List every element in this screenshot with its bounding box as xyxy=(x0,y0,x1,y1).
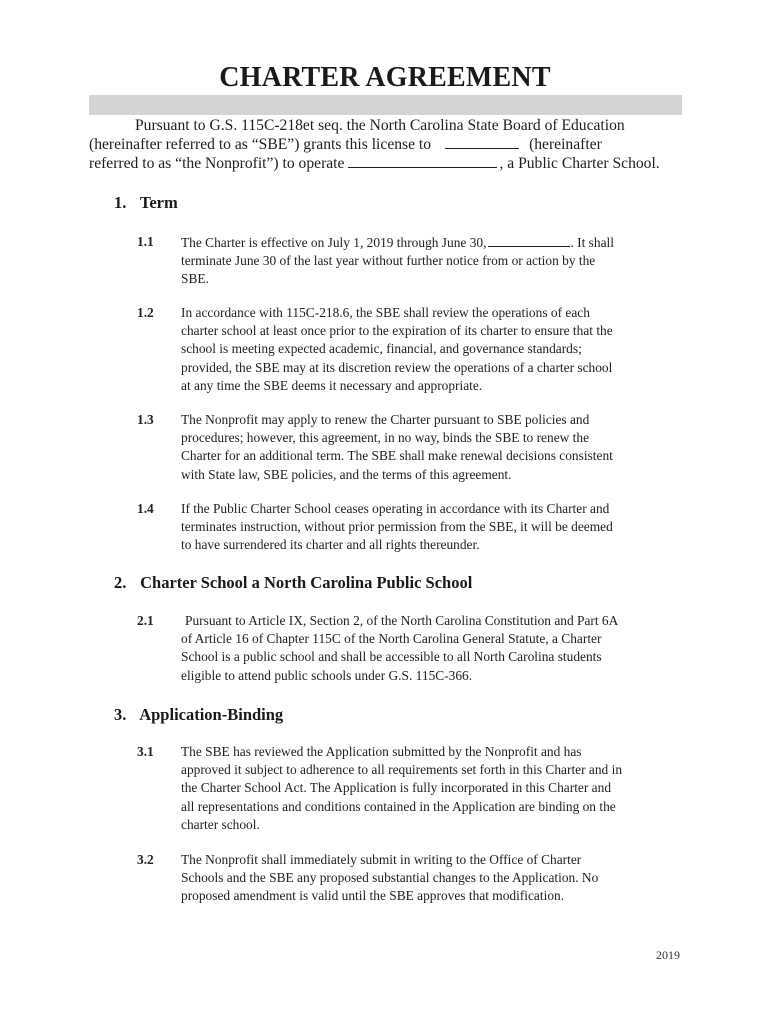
clause-line: The Nonprofit shall immediately submit in writing to the Office of Charter xyxy=(181,852,582,867)
clause-line-tail: . It shall xyxy=(570,235,614,250)
clause-line: Pursuant to Article IX, Section 2, of the North Carolina Constitution and Part 6A xyxy=(185,613,619,628)
clause-number: 1.4 xyxy=(137,501,154,516)
section-number: 1. xyxy=(114,193,127,212)
clause-line: at any time the SBE deems it necessary and appropriate. xyxy=(181,377,483,393)
section-number: 3. xyxy=(114,705,127,724)
intro-line-3-text: referred to as “the Nonprofit”) to operate xyxy=(89,155,345,172)
section-heading-1 xyxy=(114,193,178,213)
clause-number: 1.2 xyxy=(137,305,154,320)
clause-3-1 xyxy=(137,743,697,834)
clause-line: with State law, SBE policies, and the terms of this agreement. xyxy=(181,466,512,482)
clause-line: all representations and conditions contained in the Application are binding on the xyxy=(181,798,616,814)
clause-line: The SBE has reviewed the Application submitted by the Nonprofit and has xyxy=(181,744,582,759)
clause-line: to have surrendered its charter and all rights thereunder. xyxy=(181,537,480,553)
page-title: CHARTER AGREEMENT xyxy=(219,62,551,93)
clause-1-1 xyxy=(137,233,697,289)
clause-line: charter school at least once prior to the expiration of its charter to ensure that the xyxy=(181,323,613,339)
clause-line: School is a public school and shall be accessible to all North Carolina students xyxy=(181,649,602,665)
clause-line: In accordance with 115C-218.6, the SBE shall review the operations of each xyxy=(181,305,590,320)
clause-line: approved it subject to adherence to all requirements set forth in this Charter and in xyxy=(181,762,623,778)
intro-line-3-tail: , a Public Charter School. xyxy=(499,155,660,172)
section-title: Charter School a North Carolina Public School xyxy=(140,573,473,592)
intro-line-2 xyxy=(89,135,689,154)
clause-line: Charter for an additional term. The SBE shall make renewal decisions consistent xyxy=(181,448,613,464)
title-divider-bar xyxy=(89,95,682,115)
clause-line: terminates instruction, without prior permission from the SBE, it will be deemed xyxy=(181,519,613,535)
intro-paragraph xyxy=(89,116,689,173)
school-name-blank xyxy=(348,154,497,168)
clause-line: school is meeting expected academic, financial, and governance standards; xyxy=(181,341,582,357)
clause-1-2 xyxy=(137,304,697,395)
section-heading-2 xyxy=(114,573,472,593)
intro-line-3 xyxy=(89,154,689,173)
section-title: Application-Binding xyxy=(139,705,284,724)
footer-year: 2019 xyxy=(656,948,680,962)
clause-line: charter school. xyxy=(181,816,260,832)
clause-1-3 xyxy=(137,411,697,484)
clause-line: Schools and the SBE any proposed substantial changes to the Application. No xyxy=(181,870,599,886)
clause-number: 3.1 xyxy=(137,744,154,759)
clause-number: 1.3 xyxy=(137,412,154,427)
intro-line-2-text: (hereinafter referred to as “SBE”) grants this license to xyxy=(89,136,432,153)
clause-line: procedures; however, this agreement, in no way, binds the SBE to renew the xyxy=(181,430,590,446)
clause-3-2 xyxy=(137,851,697,906)
section-title: Term xyxy=(139,193,178,212)
clause-line: If the Public Charter School ceases operating in accordance with its Charter and xyxy=(181,501,610,516)
clause-number: 2.1 xyxy=(137,613,154,628)
clause-line: the Charter School Act. The Application is fully incorporated in this Charter and xyxy=(181,780,612,796)
clause-number: 3.2 xyxy=(137,852,154,867)
clause-2-1 xyxy=(137,612,697,685)
clause-1-4 xyxy=(137,500,697,555)
clause-line: of Article 16 of Chapter 115C of the North Carolina General Statute, a Charter xyxy=(181,631,602,647)
clause-line: The Nonprofit may apply to renew the Charter pursuant to SBE policies and xyxy=(181,412,590,427)
clause-line: eligible to attend public schools under G.S. 115C-366. xyxy=(181,667,473,683)
licensee-blank xyxy=(445,135,519,149)
clause-number: 1.1 xyxy=(137,234,154,249)
clause-line-text: The Charter is effective on July 1, 2019 through June 30, xyxy=(181,235,487,250)
intro-line-2-tail: (hereinafter xyxy=(529,136,602,153)
clause-line: proposed amendment is valid until the SBE approves that modification. xyxy=(181,888,565,904)
end-date-blank xyxy=(488,233,570,247)
intro-line-1: Pursuant to G.S. 115C-218et seq. the North Carolina State Board of Education xyxy=(135,117,625,134)
clause-line: SBE. xyxy=(181,271,209,287)
section-number: 2. xyxy=(114,573,127,592)
clause-line: provided, the SBE may at its discretion review the operations of a charter school xyxy=(181,359,613,375)
section-heading-3 xyxy=(114,705,283,725)
clause-line xyxy=(181,233,697,252)
clause-line: terminate June 30 of the last year without further notice from or action by the xyxy=(181,253,596,269)
